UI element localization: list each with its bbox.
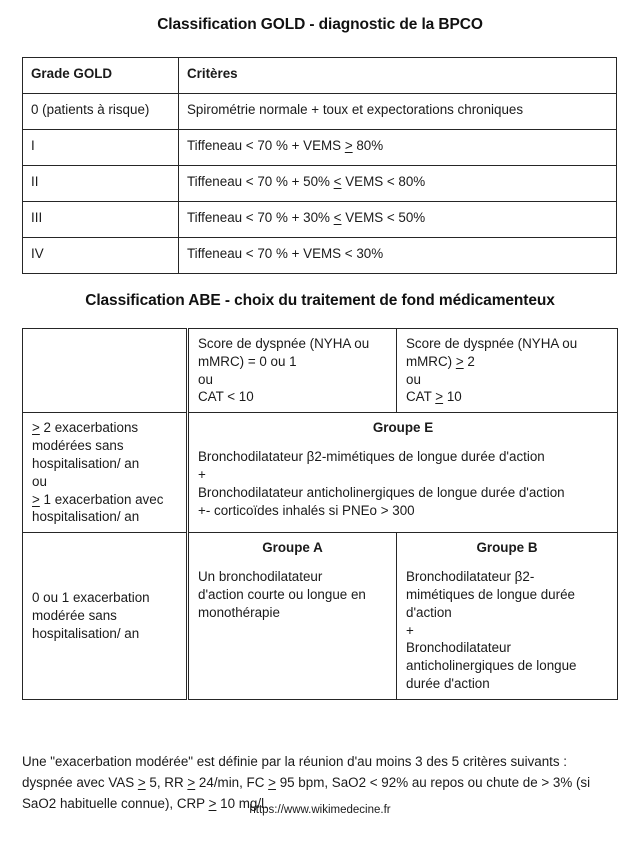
abe-cell-groupe-b <box>397 533 618 700</box>
header-line <box>406 388 608 406</box>
rowlabel-line: ou <box>32 473 47 489</box>
groupe-e-label: Groupe E <box>372 420 434 436</box>
abe-header-high-symptoms <box>397 329 618 413</box>
header-text-pre: CAT <box>406 389 436 405</box>
source-url-link[interactable]: https://www.wikimedecine.fr <box>249 804 391 816</box>
groupe-a-label: Groupe A <box>262 540 323 556</box>
header-line: ou <box>406 371 421 387</box>
gold-criteria-0: Spirométrie normale + toux et expectorations chroniques <box>179 94 617 130</box>
table-row <box>23 166 617 202</box>
gold-criteria-4: Tiffeneau < 70 % + VEMS < 30% <box>179 238 617 274</box>
rowlabel-line: modérée sans <box>32 608 117 624</box>
rowlabel-text: 1 exacerbation avec <box>39 491 164 507</box>
footnote-text: Une "exacerbation modérée" est définie par la réunion d'au moins 3 des 5 critères suivants : dyspnée avec VAS <box>22 754 568 790</box>
header-text-pre: mMRC) <box>406 353 456 369</box>
criteria-text-pre: Tiffeneau < 70 % + VEMS <box>187 138 345 153</box>
abe-rowlabel-frequent-exacerbations <box>23 413 188 533</box>
gold-criteria-3 <box>179 202 617 238</box>
gold-grade-1: I <box>23 130 179 166</box>
greater-or-equal-symbol: > <box>435 389 444 405</box>
header-line: Score de dyspnée (NYHA ou <box>406 336 578 351</box>
table-row <box>23 413 618 533</box>
greater-or-equal-symbol: > <box>32 420 40 436</box>
gold-grade-0: 0 (patients à risque) <box>23 94 179 130</box>
treatment-line: + <box>198 466 206 482</box>
rowlabel-line: modérées sans <box>32 438 124 454</box>
gold-section-title: Classification GOLD - diagnostic de la BPCO <box>157 16 483 33</box>
table-row <box>23 329 618 413</box>
abe-rowlabel-rare-exacerbations <box>23 533 188 700</box>
treatment-line: monothérapie <box>198 604 280 620</box>
treatment-line: d'action courte ou longue en <box>198 586 366 602</box>
abe-header-low-symptoms <box>188 329 397 413</box>
groupe-a-treatment <box>198 568 387 621</box>
table-row <box>23 202 617 238</box>
gold-criteria-2 <box>179 166 617 202</box>
rowlabel-line: hospitalisation/ an <box>32 626 140 641</box>
treatment-line: anticholinergiques de longue <box>406 658 577 674</box>
criteria-text-pre: Tiffeneau < 70 % + 50% <box>187 174 334 189</box>
header-text-post: 2 <box>463 353 475 369</box>
treatment-line: d'action <box>406 604 452 620</box>
greater-or-equal-symbol: > <box>137 774 146 790</box>
gold-grade-2: II <box>23 166 179 202</box>
table-row <box>23 238 617 274</box>
greater-or-equal-symbol: > <box>32 491 40 507</box>
header-line: Score de dyspnée (NYHA ou <box>198 336 370 351</box>
footnote-text: 24/min, FC <box>195 774 269 790</box>
gold-classification-table <box>22 57 617 274</box>
less-or-equal-symbol: < <box>333 174 342 189</box>
footnote-text: 5, RR <box>145 774 188 790</box>
rowlabel-line: hospitalisation/ an <box>32 455 140 471</box>
groupe-b-label: Groupe B <box>476 540 538 556</box>
table-row <box>23 130 617 166</box>
greater-or-equal-symbol: > <box>344 138 353 153</box>
treatment-line: Un bronchodilatateur <box>198 569 323 585</box>
footnote-text: 95 bpm, SaO2 < 92% au repos ou chute de > 3% (si SaO2 habituelle connue), CRP <box>22 774 591 811</box>
header-line: CAT < 10 <box>198 389 254 405</box>
treatment-line: Bronchodilatateur anticholinergiques de longue durée d'action <box>198 484 565 500</box>
treatment-line: durée d'action <box>406 676 490 692</box>
greater-or-equal-symbol: > <box>208 795 217 811</box>
abe-corner-cell <box>23 329 188 413</box>
table-row <box>23 533 618 700</box>
groupe-b-treatment <box>406 568 608 693</box>
rowlabel-line: hospitalisation/ an <box>32 509 140 525</box>
greater-or-equal-symbol: > <box>268 774 276 790</box>
criteria-text-post: 80% <box>352 138 384 153</box>
gold-criteria-1 <box>179 130 617 166</box>
header-line: mMRC) = 0 ou 1 <box>198 353 297 369</box>
abe-cell-groupe-e <box>188 413 618 533</box>
less-or-equal-symbol: < <box>333 210 342 225</box>
header-line <box>406 353 608 371</box>
criteria-text-pre: Tiffeneau < 70 % + 30% <box>187 210 334 225</box>
greater-or-equal-symbol: > <box>455 353 464 369</box>
treatment-line: mimétiques de longue durée <box>406 586 575 602</box>
gold-header-grade: Grade GOLD <box>23 58 179 94</box>
abe-section-title: Classification ABE - choix du traitement de fond médicamenteux <box>85 292 555 309</box>
gold-grade-4: IV <box>23 238 179 274</box>
gold-grade-3: III <box>23 202 179 238</box>
treatment-line: Bronchodilatateur β2- <box>406 569 535 585</box>
rowlabel-line: 0 ou 1 exacerbation <box>32 590 150 606</box>
greater-or-equal-symbol: > <box>187 774 196 790</box>
treatment-line: Bronchodilatateur <box>406 640 511 656</box>
treatment-line: +- corticoïdes inhalés si PNEo > 300 <box>198 502 415 518</box>
table-row <box>23 94 617 130</box>
rowlabel-line <box>32 419 177 437</box>
abe-classification-table <box>22 328 618 700</box>
criteria-text-post: VEMS < 50% <box>341 210 426 225</box>
header-line: ou <box>198 371 213 387</box>
rowlabel-line <box>32 491 177 509</box>
abe-cell-groupe-a <box>188 533 397 700</box>
criteria-text-post: VEMS < 80% <box>341 174 426 189</box>
gold-header-criteria: Critères <box>179 58 617 94</box>
groupe-e-treatment <box>198 448 608 519</box>
table-row <box>23 58 617 94</box>
footnote-text: 10 mg/l. <box>216 795 268 811</box>
treatment-line: Bronchodilatateur β2-mimétiques de longue durée d'action <box>198 449 545 465</box>
treatment-line: + <box>406 622 414 638</box>
rowlabel-text: 2 exacerbations <box>39 420 139 436</box>
header-text-post: 10 <box>443 389 462 405</box>
